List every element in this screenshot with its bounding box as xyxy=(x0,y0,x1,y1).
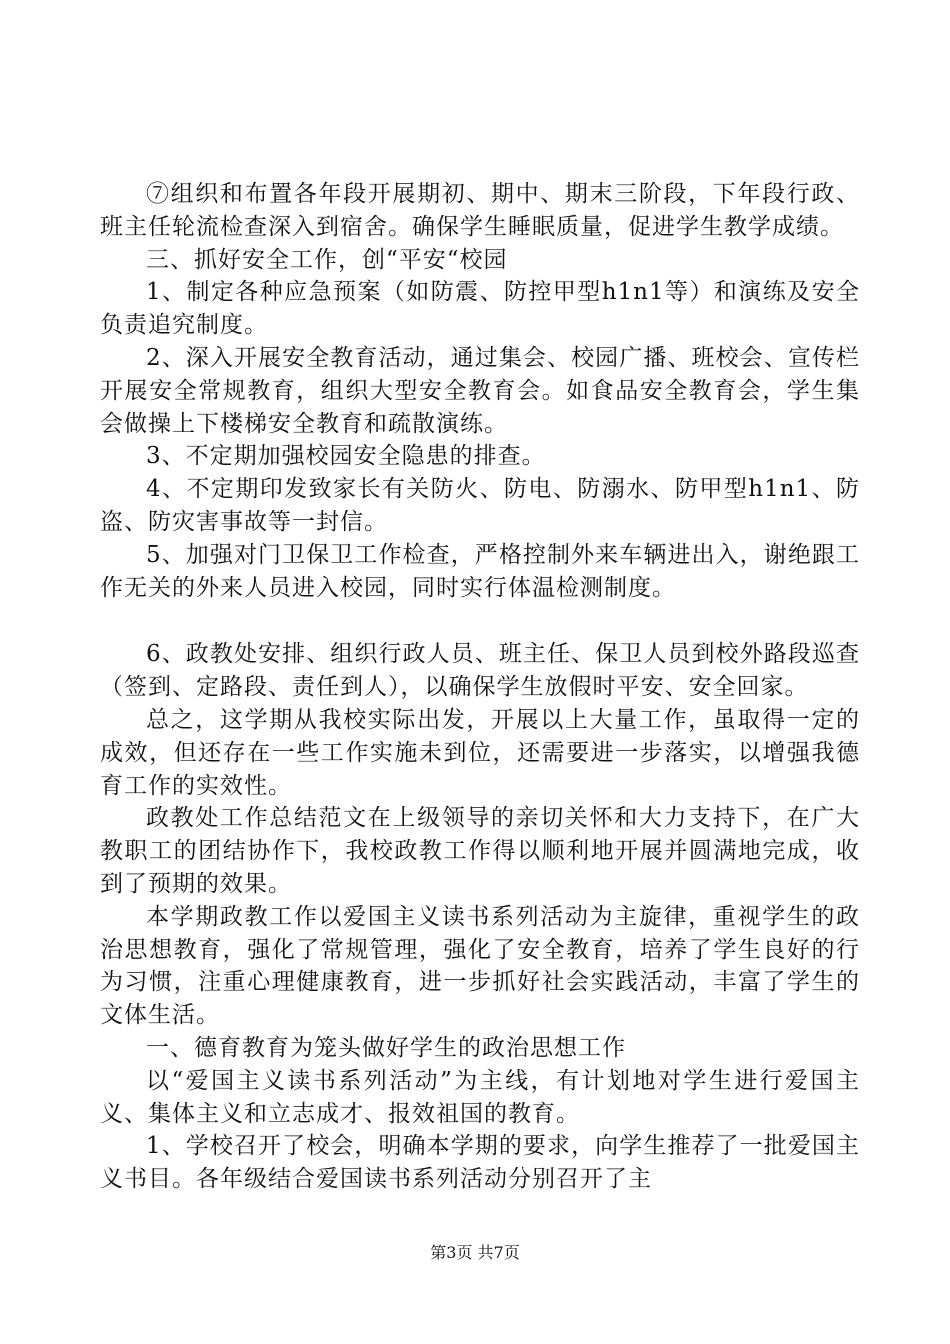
paragraph-emergency-plans: 1、制定各种应急预案（如防震、防控甲型h1n1等）和演练及安全负责追究制度。 xyxy=(100,279,860,339)
paragraph-semester-theme: 本学期政教工作以爱国主义读书系列活动为主旋律，重视学生的政治思想教育，强化了常规管理，强化了安全教育，培养了学生良好的行为习惯，注重心理健康教育，进一步抓好社会实践活动，丰富了学生的文体生活。 xyxy=(100,903,860,1029)
document-body xyxy=(100,178,860,1196)
section-heading-moral-education: 一、德育教育为笼头做好学生的政治思想工作 xyxy=(146,1034,626,1061)
paragraph-school-assembly: 1、学校召开了校会，明确本学期的要求，向学生推荐了一批爱国主义书目。各年级结合爱国读书系列活动分别召开了主 xyxy=(100,1133,860,1193)
paragraph-patriotic-reading: 以“爱国主义读书系列活动”为主线，有计划地对学生进行爱国主义、集体主义和立志成才、报效祖国的教育。 xyxy=(100,1067,860,1127)
paragraph-road-patrol: 6、政教处安排、组织行政人员、班主任、保卫人员到校外路段巡查（签到、定路段、责任到人），以确保学生放假时平安、安全回家。 xyxy=(100,641,860,701)
paragraph-gate-security: 5、加强对门卫保卫工作检查，严格控制外来车辆进出入，谢绝跟工作无关的外来人员进入校园，同时实行体温检测制度。 xyxy=(100,541,860,601)
paragraph-sample-intro: 政教处工作总结范文在上级领导的亲切关怀和大力支持下，在广大教职工的团结协作下，我校政教工作得以顺利地开展并圆满地完成，收到了预期的效果。 xyxy=(100,805,860,897)
paragraph-item-7-inspection: ⑦组织和布置各年段开展期初、期中、期末三阶段，下年段行政、班主任轮流检查深入到宿舍。确保学生睡眠质量，促进学生教学成绩。 xyxy=(100,181,860,240)
page-number-footer: 第3页 共7页 xyxy=(430,1243,520,1262)
section-heading-safety: 三、抓好安全工作，创“平安“校园 xyxy=(146,246,508,273)
paragraph-parent-letter: 4、不定期印发致家长有关防火、防电、防溺水、防甲型h1n1、防盗、防灾害事故等一封信。 xyxy=(100,476,860,535)
paragraph-hazard-inspection: 3、不定期加强校园安全隐患的排查。 xyxy=(146,443,546,470)
paragraph-safety-education: 2、深入开展安全教育活动，通过集会、校园广播、班校会、宣传栏开展安全常规教育，组织大型安全教育会。如食品安全教育会，学生集会做操上下楼梯安全教育和疏散演练。 xyxy=(100,344,860,437)
paragraph-summary: 总之，这学期从我校实际出发，开展以上大量工作，虽取得一定的成效，但还存在一些工作实施未到位，还需要进一步落实，以增强我德育工作的实效性。 xyxy=(100,706,860,799)
